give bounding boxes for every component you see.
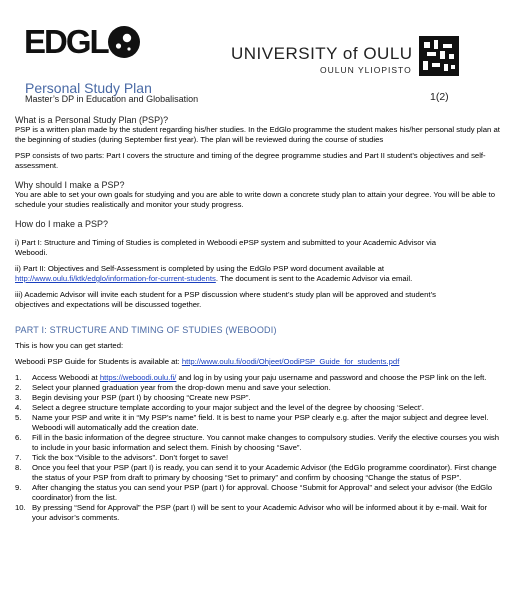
psp-question: What is a Personal Study Plan (PSP)? bbox=[15, 115, 169, 125]
how-item-2-text: ii) Part II: Objectives and Self-Assessment is completed by using the EdGlo PSP word document available at bbox=[15, 264, 385, 273]
step-item bbox=[15, 433, 503, 453]
step-item bbox=[15, 463, 503, 483]
step-text: Tick the box “Visible to the advisors”. Don’t forget to save! bbox=[32, 453, 229, 462]
step-number: 9. bbox=[15, 483, 22, 492]
step-text: Name your PSP and write it in “My PSP’s name” field. It is best to name your PSP clearly e.g. after the major subject and degree level. Weboodi will automatically add the creation date. bbox=[32, 413, 489, 432]
step-item bbox=[15, 413, 503, 433]
guide-text: Weboodi PSP Guide for Students is available at: bbox=[15, 357, 180, 366]
psp-guide-link[interactable]: http://www.oulu.fi/oodi/Ohjeet/OodiPSP_Guide_for_students.pdf bbox=[181, 357, 400, 366]
document-subtitle: Master’s DP in Education and Globalisation bbox=[25, 94, 199, 104]
how-question: How do I make a PSP? bbox=[15, 219, 109, 229]
step-text: By pressing “Send for Approval” the PSP (part I) will be sent to your Academic Advisor who will be informed about it by e-mail. Wait for your advisor’s comments. bbox=[32, 503, 488, 522]
why-paragraph: You are able to set your own goals for studying and you are able to write down a concrete study plan to attain your degree. You will be able to schedule your studies realistically and monitor your study progress. bbox=[15, 190, 496, 209]
step-number: 2. bbox=[15, 383, 22, 392]
how-item-2-text-after: . The document is sent to the Academic Advisor via email. bbox=[215, 274, 413, 283]
psp-paragraph-2: PSP consists of two parts: Part I covers the structure and timing of the degree programme studies and Part II student’s objectives and self-assessment. bbox=[15, 151, 486, 170]
part1-intro: This is how you can get started: bbox=[15, 341, 124, 350]
step-text: After changing the status you can send your PSP (part I) for approval. Choose “Submit for Approval” and select your advisor (the EdGlo coordinator) from the list. bbox=[32, 483, 493, 502]
step-number: 7. bbox=[15, 453, 22, 462]
university-emblem-icon bbox=[419, 36, 459, 76]
how-item-3: iii) Academic Advisor will invite each student for a PSP discussion where student’s study plan will be approved and student’s objectives and expectations will be discussed together. bbox=[15, 290, 436, 309]
part1-guide bbox=[15, 357, 503, 367]
edglo-logo-circle-icon bbox=[107, 25, 141, 59]
psp-paragraph-1: PSP is a written plan made by the student regarding his/her studies. In the EdGlo programme the student makes his/her personal study plan at the beginning of studies (during September first year). The plan will be reviewed during the course of studies bbox=[15, 125, 500, 144]
step-item bbox=[15, 483, 503, 503]
step-text: Select your planned graduation year from the drop-down menu and save your selection. bbox=[32, 383, 331, 392]
weboodi-link[interactable]: https://weboodi.oulu.fi/ bbox=[99, 373, 177, 382]
university-subname: OULUN YLIOPISTO bbox=[320, 65, 412, 75]
current-students-link[interactable]: http://www.oulu.fi/ktk/edglo/information-for-current-students bbox=[15, 274, 216, 283]
step-text: Once you feel that your PSP (part I) is ready, you can send it to your Academic Advisor (the EdGlo programme coordinator). First change the status of your PSP from draft to primary by choosing “Set to primary” and confirm by choosing “Change the status of PSP”. bbox=[32, 463, 497, 482]
step-item bbox=[15, 393, 503, 403]
step-text-after: and log in by using your paju username and password and choose the PSP link on the left. bbox=[176, 373, 487, 382]
step-number: 6. bbox=[15, 433, 22, 442]
edglo-logo-text: EDGL bbox=[24, 23, 108, 60]
step-item bbox=[15, 453, 503, 463]
edglo-logo bbox=[24, 24, 141, 60]
step-number: 8. bbox=[15, 463, 22, 472]
why-question: Why should I make a PSP? bbox=[15, 180, 125, 190]
step-number: 5. bbox=[15, 413, 22, 422]
step-text: Begin devising your PSP (part I) by choosing “Create new PSP”. bbox=[32, 393, 251, 402]
step-text: Access Weboodi at bbox=[32, 373, 100, 382]
how-item-1: i) Part I: Structure and Timing of Studies is completed in Weboodi ePSP system and submitted to your Academic Advisor via Weboodi. bbox=[15, 238, 437, 257]
step-item bbox=[15, 383, 503, 393]
step-item bbox=[15, 503, 503, 523]
steps-list bbox=[15, 373, 503, 523]
step-text: Fill in the basic information of the degree structure. You cannot make changes to compulsory studies. Verify the elective courses you wish to include in your basic information and select them. Finish by choosing “Save”. bbox=[32, 433, 500, 452]
step-number: 1. bbox=[15, 373, 22, 382]
step-number: 3. bbox=[15, 393, 22, 402]
step-text: Select a degree structure template according to your major subject and the level of the degree by choosing ‘Select’. bbox=[32, 403, 424, 412]
part1-heading: PART I: STRUCTURE AND TIMING OF STUDIES (WEBOODI) bbox=[15, 325, 277, 335]
document-body bbox=[15, 115, 503, 523]
how-item-2 bbox=[15, 264, 463, 284]
step-number: 10. bbox=[15, 503, 26, 512]
document-title: Personal Study Plan bbox=[25, 80, 152, 96]
page-number: 1(2) bbox=[430, 91, 449, 103]
step-number: 4. bbox=[15, 403, 22, 412]
step-item bbox=[15, 373, 503, 383]
step-item bbox=[15, 403, 503, 413]
university-name: UNIVERSITY of OULU bbox=[231, 44, 413, 63]
